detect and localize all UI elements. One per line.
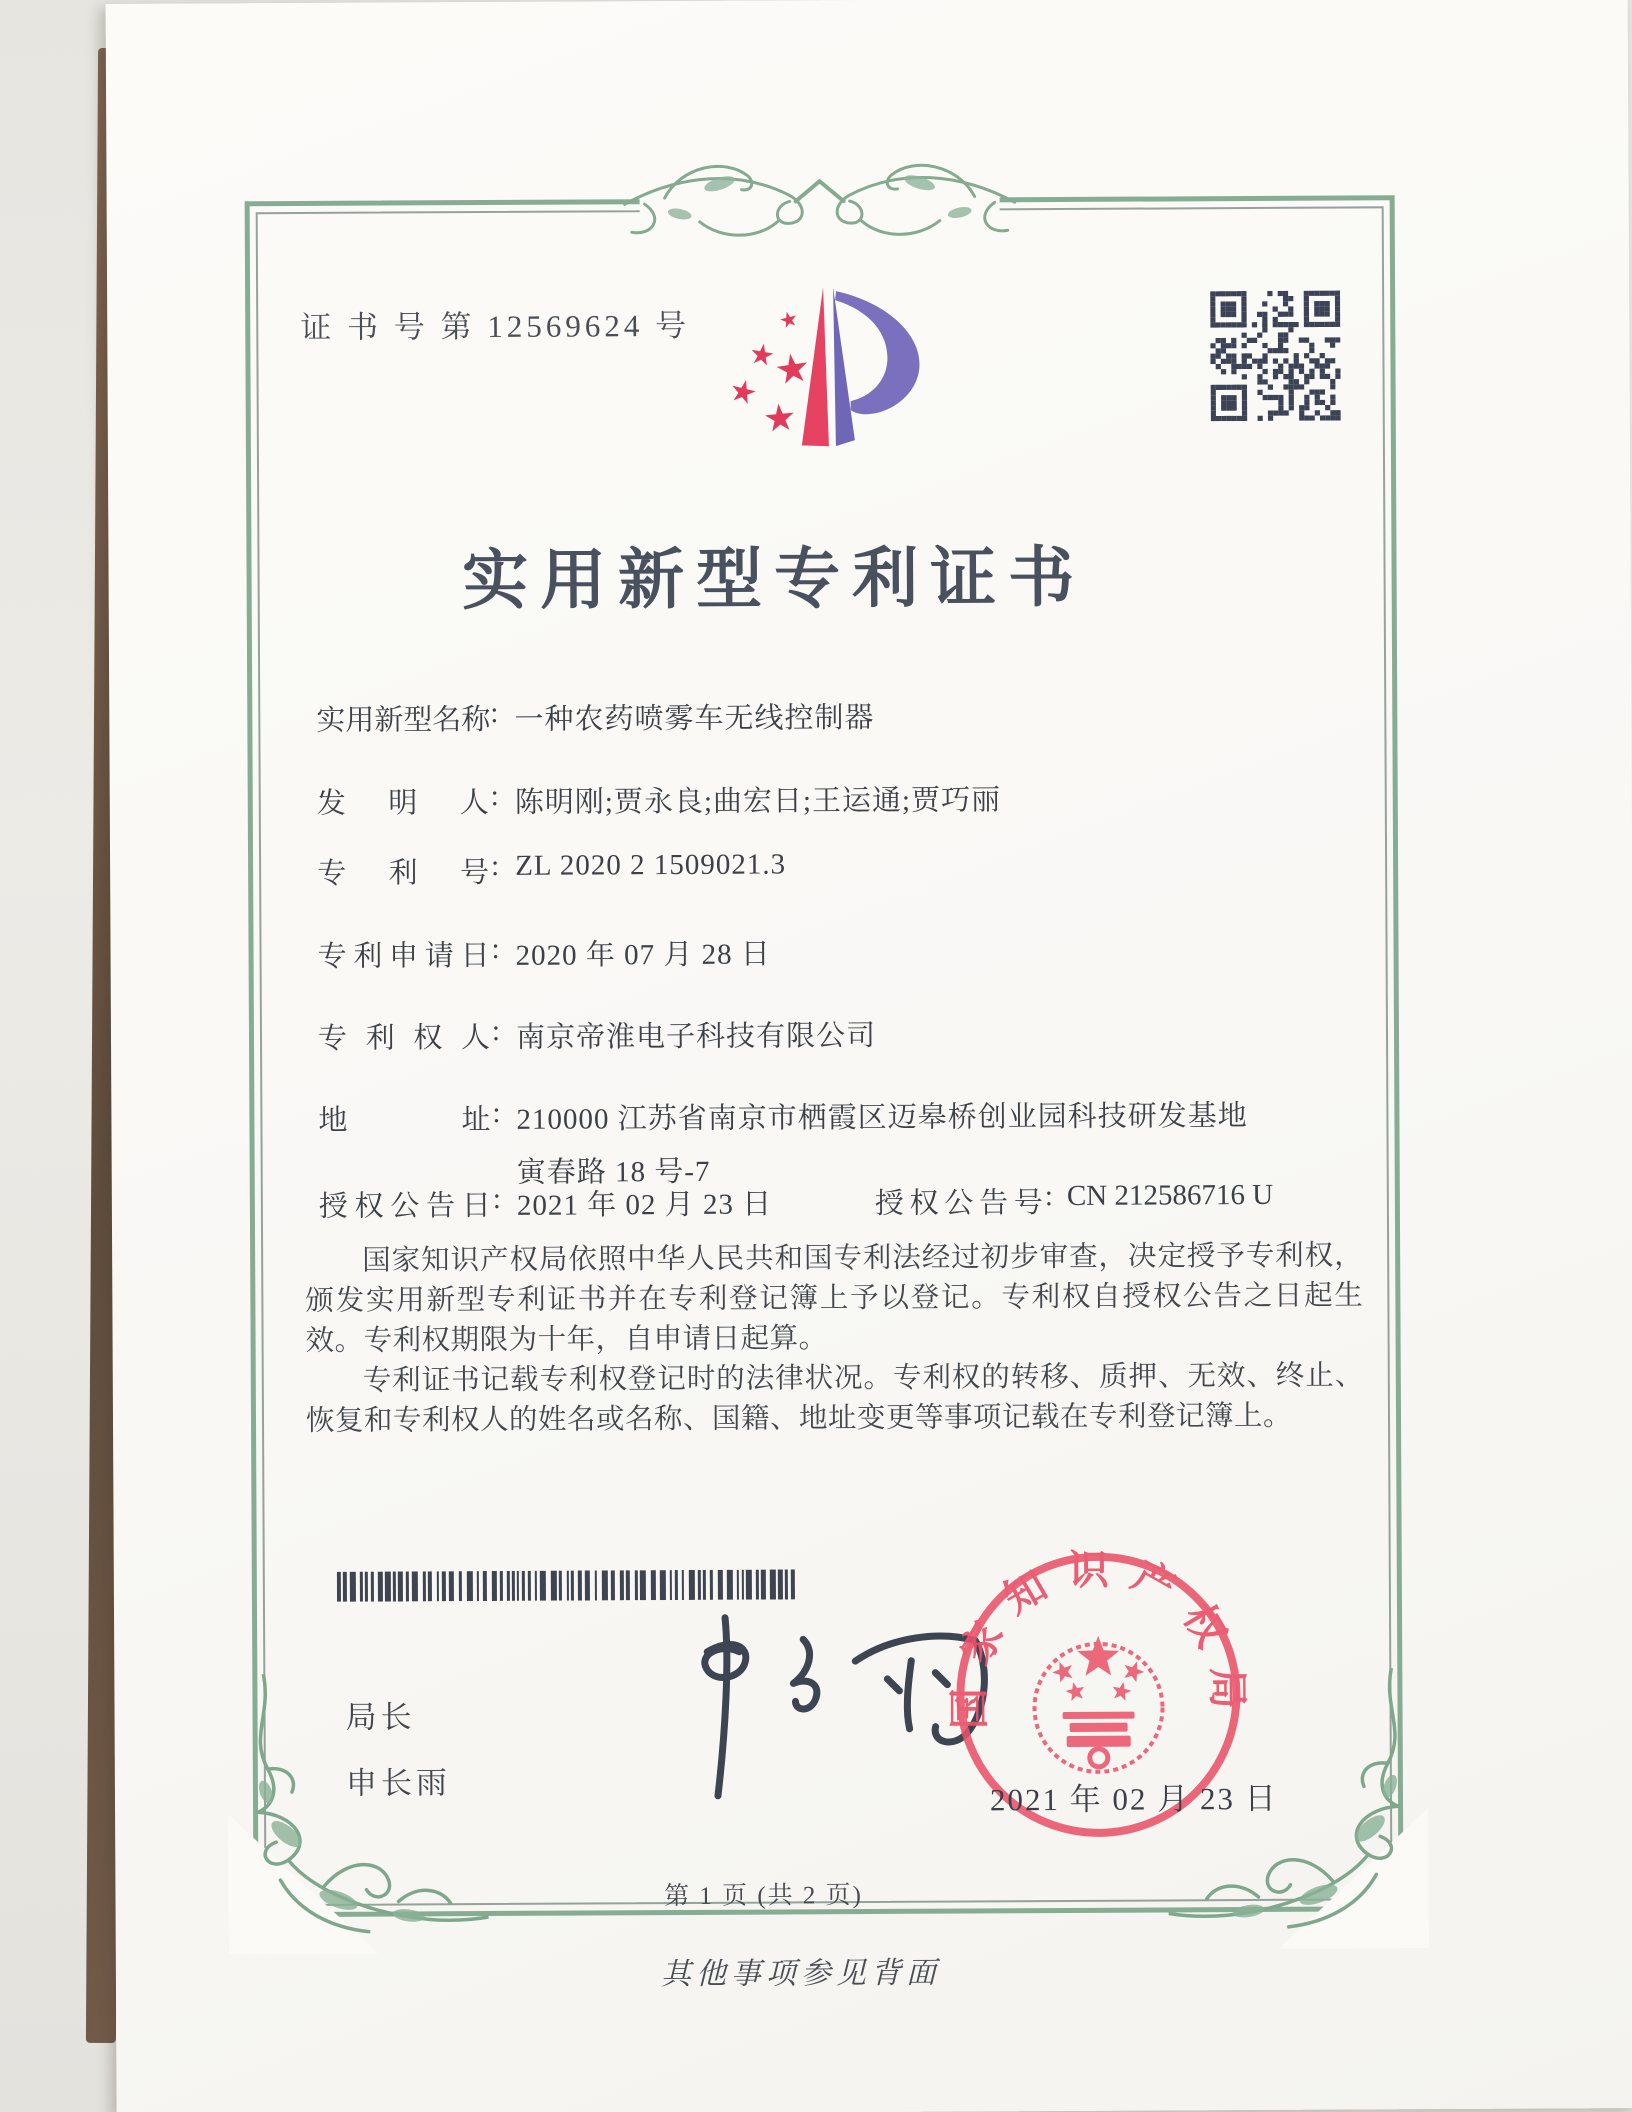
field-label: 专利申请日 <box>317 939 490 973</box>
field-value: ZL 2020 2 1509021.3 <box>515 848 787 882</box>
field-value: 陈明刚;贾永良;曲宏日;王运通;贾巧丽 <box>514 784 1002 819</box>
barcode <box>337 1569 807 1601</box>
dragon-flourish-icon <box>569 138 1070 271</box>
decorative-frame <box>245 195 1404 1917</box>
certificate-title: 实用新型专利证书 <box>461 541 1087 619</box>
certificate-number: 证 书 号 第 12569624 号 <box>300 307 691 345</box>
field-value: 2020 年 07 月 28 日 <box>515 938 771 972</box>
footer-note: 其他事项参见背面 <box>660 1956 941 1992</box>
field-value: 一种农药喷雾车无线控制器 <box>514 701 875 736</box>
field-label: 实用新型名称 <box>316 703 491 737</box>
field-row-patent-no: 专利号 : ZL 2020 2 1509021.3 <box>317 848 787 890</box>
address-line-2: 寅春路 18 号-7 <box>516 1155 711 1189</box>
field-value: 南京帝淮电子科技有限公司 <box>515 1019 877 1054</box>
field-value <box>516 1093 1248 1191</box>
field-label: 专利权人 <box>317 1021 491 1055</box>
address-line-1: 210000 江苏省南京市栖霞区迈皋桥创业园科技研发基地 <box>516 1100 1248 1136</box>
field-value: 2021 年 02 月 23 日 <box>516 1188 773 1222</box>
field-row-filing-date: 专利申请日 : 2020 年 07 月 28 日 <box>317 932 771 973</box>
field-value: CN 212586716 U <box>1066 1178 1274 1212</box>
field-label: 地址 <box>318 1103 491 1137</box>
certificate-paper <box>106 0 1632 2112</box>
legal-paragraph-1: 国家知识产权局依照中华人民共和国专利法经过初步审查，决定授予专利权，颁发实用新型专利证书并在专利登记簿上予以登记。专利权自授权公告之日起生效。专利权期限为十年，自申请日起算。 <box>305 1240 1364 1357</box>
field-label: 专利号 <box>317 857 490 890</box>
legal-paragraph-2: 专利证书记载专利权登记时的法律状况。专利权的转移、质押、无效、终止、恢复和专利权人的姓名或名称、国籍、地址变更等事项记载在专利登记簿上。 <box>305 1360 1364 1437</box>
signer-name: 申长雨 <box>345 1765 451 1801</box>
field-row-grant-no: 授权公告号 : CN 212586716 U <box>874 1178 1274 1220</box>
field-row-name: 实用新型名称 : 一种农药喷雾车无线控制器 <box>316 696 875 737</box>
field-row-patentee: 专利权人 : 南京帝淮电子科技有限公司 <box>317 1014 877 1055</box>
cnipa-logo-icon <box>692 260 973 471</box>
field-row-inventors: 发明人 : 陈明刚;贾永良;曲宏日;王运通;贾巧丽 <box>317 777 1002 822</box>
legal-text <box>305 1236 1364 1442</box>
field-label: 授权公告号 <box>874 1187 1043 1220</box>
field-row-address: 地址 : 210000 江苏省南京市栖霞区迈皋桥创业园科技研发基地 寅春路 18 号-7 <box>318 1093 1248 1192</box>
seal-text: 国家知识产权局 <box>946 1546 1251 1730</box>
seal-date: 2021 年 02 月 23 日 <box>989 1780 1278 1818</box>
field-label: 授权公告日 <box>318 1189 491 1223</box>
field-row-grant-date: 授权公告日 : 2021 年 02 月 23 日 <box>318 1182 773 1223</box>
field-label: 发明人 <box>316 787 489 820</box>
qr-code <box>1210 291 1341 422</box>
signer-title: 局长 <box>345 1699 416 1735</box>
page-number: 第 1 页 (共 2 页) <box>663 1882 864 1911</box>
